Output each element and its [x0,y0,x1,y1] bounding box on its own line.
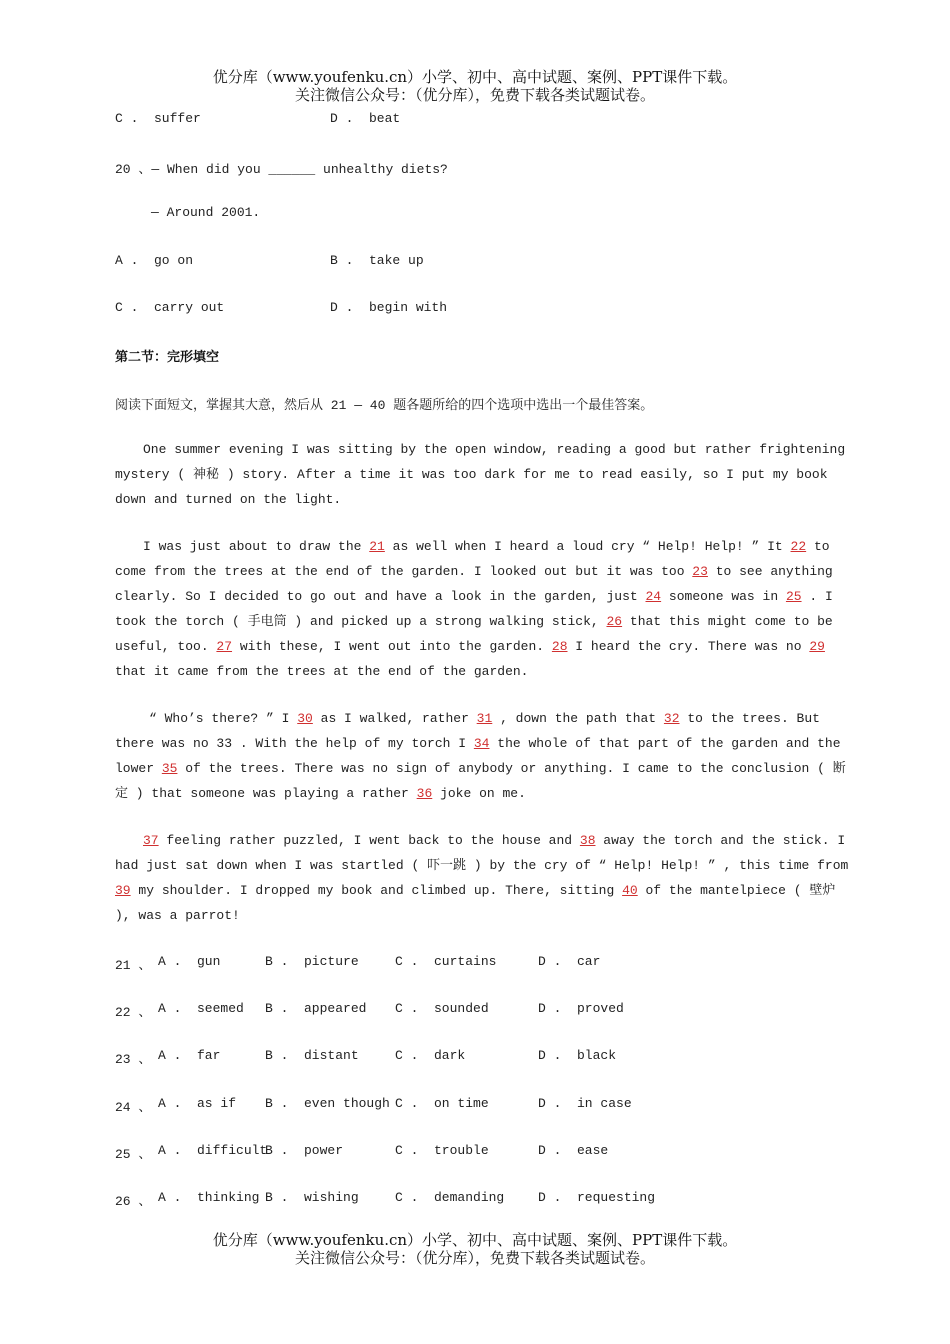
option-d: D . in case [538,1096,632,1111]
blank-35: 35 [161,761,178,776]
option-a: A . difficult [158,1143,268,1158]
option-b: B . wishing [265,1190,359,1205]
option-d: D . car [538,954,601,969]
passage-paragraph-1: One summer evening I was sitting by the open window, reading a good but rather frightening mystery ( 神秘 ) story. After a time it was too dark for me to read easily, so I put my book down and turned on the light. [115,442,846,507]
option-a: A . thinking [158,1190,260,1205]
blank-34: 34 [473,736,490,751]
option-d: D . requesting [538,1190,656,1205]
section-title: 第二节：完形填空 [115,350,220,365]
passage-text: joke on me. [432,786,526,801]
blank-38: 38 [579,833,596,848]
passage-text: the whole of that part of the garden and the lower [115,736,841,776]
blank-32: 32 [663,711,680,726]
blank-28: 28 [551,639,568,654]
passage-text: that this might come to be useful, too. [115,614,833,654]
blank-22: 22 [790,539,807,554]
passage-text: away the torch and the stick. I had just sat down when I was startled ( 吓一跳 ) by the cry of “ Help! Help! ” , this time from [115,833,849,873]
passage-text: “ Who’s there? ” I [149,711,298,726]
passage-text: to the trees. But there was no 33 . With the help of my torch I [115,711,820,751]
blank-40: 40 [622,883,638,898]
option-b: B . power [265,1143,344,1158]
question-number: 25 、 [115,1147,152,1162]
blank-30: 30 [297,711,313,726]
option-b: B . even though [265,1096,390,1111]
passage-text: , down the path that [492,711,664,726]
option-b: B . picture [265,954,359,969]
option-c: C . trouble [395,1143,489,1158]
q20-question: 20 、— When did you ______ unhealthy diets? [115,162,448,177]
q20-option-b: B . take up [330,253,424,268]
passage-text: that it came from the trees at the end of the garden. [115,664,529,679]
question-number: 23 、 [115,1052,152,1067]
question-number: 21 、 [115,958,152,973]
footer-line-2: 关注微信公众号：（优分库），免费下载各类试题试卷。 [294,1249,655,1267]
option-a: A . as if [158,1096,237,1111]
q20-option-c: C . carry out [115,300,225,315]
blank-26: 26 [606,614,623,629]
option-b: B . distant [265,1048,359,1063]
passage-text: feeling rather puzzled, I went back to the house and [158,833,580,848]
passage-text: I was just about to draw the [143,539,370,554]
blank-21: 21 [369,539,385,554]
option-c: C . demanding [395,1190,505,1205]
footer-line-1: 优分库（www.youfenku.cn）小学、初中、高中试题、案例、PPT课件下载。 [212,1231,738,1249]
banner-line-1: 优分库（www.youfenku.cn）小学、初中、高中试题、案例、PPT课件下载。 [212,68,738,86]
option-a: A . seemed [158,1001,244,1016]
blank-27: 27 [216,639,233,654]
passage-text: my shoulder. I dropped my book and climbed up. There, sitting [130,883,623,898]
passage-text: I heard the cry. There was no [567,639,810,654]
option-c: C . curtains [395,954,497,969]
passage-text: to see anything clearly. So I decided to go out and have a look in the garden, just [115,564,833,604]
passage-text: to come from the trees at the end of the garden. I looked out but it was too [115,539,830,579]
option-a: A . gun [158,954,221,969]
passage-paragraph-4 [115,828,855,928]
blank-39: 39 [115,883,131,898]
banner-line-2: 关注微信公众号：（优分库），免费下载各类试题试卷。 [294,86,655,104]
blank-29: 29 [809,639,825,654]
option-a: A . far [158,1048,221,1063]
passage-text: . I took the torch ( 手电筒 ) and picked up a strong walking stick, [115,589,833,629]
q19-option-c: C . suffer [115,111,201,126]
option-b: B . appeared [265,1001,367,1016]
blank-31: 31 [476,711,493,726]
option-c: C . dark [395,1048,466,1063]
blank-24: 24 [645,589,662,604]
q20-option-a: A . go on [115,253,194,268]
passage-text: as I walked, rather [312,711,477,726]
section-instruction: 阅读下面短文，掌握其大意，然后从 21 — 40 题各题所给的四个选项中选出一个最佳答案。 [115,398,654,413]
passage-text: as well when I heard a loud cry “ Help! Help! ” It [384,539,791,554]
option-c: C . on time [395,1096,489,1111]
q20-answer: — Around 2001. [151,205,261,220]
question-number: 24 、 [115,1100,152,1115]
blank-25: 25 [785,589,802,604]
blank-23: 23 [692,564,708,579]
passage-paragraph-2 [115,534,855,684]
passage-text: of the trees. There was no sign of anybody or anything. I came to the conclusion ( 断定 ) that someone was playing a rather [115,761,846,801]
passage-paragraph-3 [115,706,855,806]
blank-37: 37 [143,833,159,848]
option-d: D . ease [538,1143,609,1158]
option-d: D . proved [538,1001,624,1016]
footer-banner [0,1231,950,1267]
q19-option-d: D . beat [330,111,401,126]
passage-text: someone was in [661,589,786,604]
question-number: 22 、 [115,1005,152,1020]
header-banner [0,68,950,104]
q20-option-d: D . begin with [330,300,448,315]
option-c: C . sounded [395,1001,489,1016]
question-number: 26 、 [115,1194,152,1209]
passage-text: with these, I went out into the garden. [232,639,552,654]
option-d: D . black [538,1048,617,1063]
blank-36: 36 [416,786,433,801]
passage-text: of the mantelpiece ( 壁炉 ), was a parrot! [115,883,836,923]
